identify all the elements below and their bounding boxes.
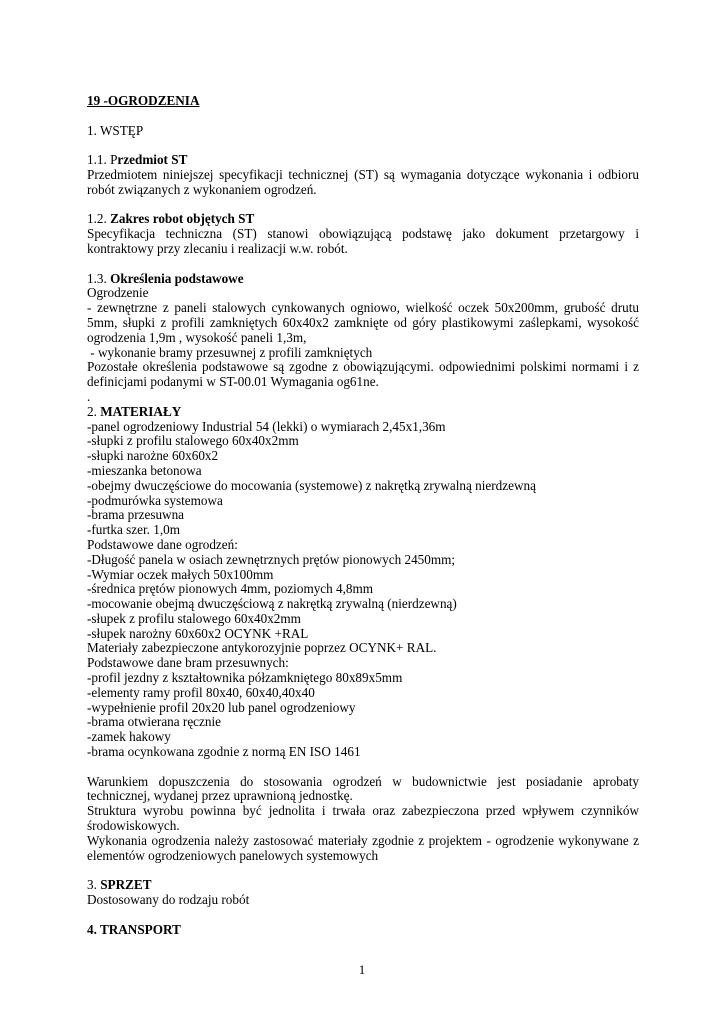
material-item: -średnica prętów pionowych 4mm, poziomych 4,8mm — [87, 581, 374, 597]
material-item: -słupki narożne 60x60x2 — [87, 448, 219, 464]
execution-paragraph: Wykonania ogrodzenia należy zastosować materiały zgodnie z projektem - ogrodzenie wykonywane z elementów ogrodzeniowych panelowych systemowych — [87, 832, 639, 863]
section-1-3-item-2: - wykonanie bramy przesuwnej z profili zamkniętych — [87, 344, 373, 360]
section-1-2-title: Zakres robot objętych ST — [110, 211, 255, 227]
section-1-3-number: 1.3. — [87, 270, 111, 286]
material-item: -mieszanka betonowa — [87, 462, 202, 478]
material-item: -brama ocynkowana zgodnie z normą EN ISO 1461 — [87, 744, 361, 760]
section-1-1-number: 1.1. P — [87, 152, 118, 168]
section-1-2-heading — [87, 212, 639, 227]
material-item: -zamek hakowy — [87, 729, 171, 745]
dot-line: . — [87, 388, 91, 404]
document-page — [87, 94, 639, 937]
material-item: -podmurówka systemowa — [87, 492, 223, 508]
material-item: -brama przesuwna — [87, 507, 185, 523]
section-1-3-subheading: Ogrodzenie — [87, 285, 149, 301]
section-1-1-title: rzedmiot ST — [117, 152, 188, 168]
document-title: 19 -OGRODZENIA — [87, 93, 200, 108]
material-item: -panel ogrodzeniowy Industrial 54 (lekki) o wymiarach 2,45x1,36m — [87, 418, 446, 434]
section-1-3-title: Określenia podstawowe — [110, 270, 244, 286]
section-1-heading: 1. WSTĘP — [87, 122, 144, 138]
structure-paragraph: Struktura wyrobu powinna być jednolita i trwała oraz zabezpieczona przed wpływem czynników środowiskowych. — [87, 803, 639, 834]
materials-list — [87, 420, 639, 760]
material-item: -brama otwierana ręcznie — [87, 714, 221, 730]
material-item: -elementy ramy profil 80x40, 60x40,40x40 — [87, 684, 315, 700]
material-item: -Wymiar oczek małych 50x100mm — [87, 566, 274, 582]
material-item: -profil jezdny z kształtownika półzamkniętego 80x89x5mm — [87, 670, 403, 686]
section-1-3-heading — [87, 272, 639, 287]
section-2-heading — [87, 405, 639, 420]
section-1-1-text: Przedmiotem niniejszej specyfikacji technicznej (ST) są wymagania dotyczące wykonania i odbioru robót związanych z wykonaniem ogrodzeń. — [87, 166, 639, 197]
material-item: Materiały zabezpieczone antykorozyjnie poprzez OCYNK+ RAL. — [87, 640, 437, 656]
material-item: Podstawowe dane ogrodzeń: — [87, 536, 238, 552]
section-3-number: 3. — [87, 877, 101, 893]
material-item: Podstawowe dane bram przesuwnych: — [87, 655, 289, 671]
page-number: 1 — [358, 962, 366, 977]
section-1-3-item-1: - zewnętrzne z paneli stalowych cynkowanych ogniowo, wielkość oczek 50x200mm, grubość drutu 5mm, słupki z profili zamkniętych 60x40x2 zamknięte od góry plastikowymi zaślepkami, wysokość ogrodzenia 1,9m , wysokość paneli 1,3m, — [87, 300, 639, 345]
material-item: -mocowanie obejmą dwuczęściową z nakrętką zrywalną (nierdzewną) — [87, 596, 457, 612]
material-item: -słupek narożny 60x60x2 OCYNK +RAL — [87, 625, 309, 641]
section-3-title: SPRZET — [100, 877, 152, 893]
section-2-number: 2. — [87, 403, 101, 419]
section-1-3-text: Pozostałe określenia podstawowe są zgodne z obowiązującymi. odpowiednimi polskimi normami i z definicjami podanymi w ST-00.01 Wymagania og61ne. — [87, 359, 639, 390]
section-1-1-heading — [87, 153, 639, 168]
approval-paragraph: Warunkiem dopuszczenia do stosowania ogrodzeń w budownictwie jest posiadanie aprobaty technicznej, wydanej przez uprawnioną jednostkę. — [87, 773, 639, 804]
section-2-title: MATERIAŁY — [100, 403, 182, 419]
material-item: -Długość panela w osiach zewnętrznych prętów pionowych 2450mm; — [87, 551, 456, 567]
section-4-heading: 4. TRANSPORT — [87, 921, 181, 937]
section-3-heading — [87, 878, 639, 893]
material-item: -furtka szer. 1,0m — [87, 522, 181, 538]
section-3-text: Dostosowany do rodzaju robót — [87, 892, 250, 908]
material-item: -słupki z profilu stalowego 60x40x2mm — [87, 433, 299, 449]
material-item: -słupek z profilu stalowego 60x40x2mm — [87, 610, 301, 626]
section-1-2-text: Specyfikacja techniczna (ST) stanowi obowiązującą podstawę jako dokument przetargowy i kontraktowy przy zlecaniu i realizacji w.w. robót. — [87, 226, 639, 256]
section-1-2-number: 1.2. — [87, 211, 111, 227]
material-item: -obejmy dwuczęściowe do mocowania (systemowe) z nakrętką zrywalną nierdzewną — [87, 477, 536, 493]
material-item: -wypełnienie profil 20x20 lub panel ogrodzeniowy — [87, 699, 356, 715]
